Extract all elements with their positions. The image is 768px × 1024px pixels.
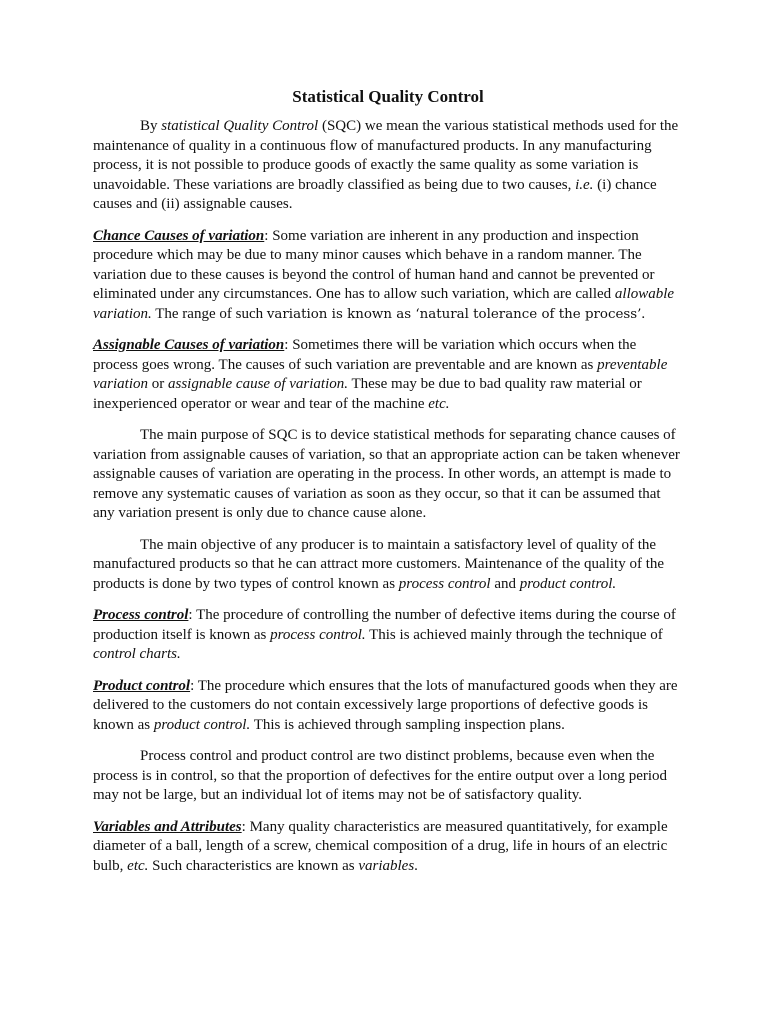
- text-run: (SQC) we mean the various statistical methods used for the maintenance of quality in a continuous flow of manufactured products. In any manufacturing process, it is not possible to produce goods of exactly the same quality as some variation is unavoidable. These variations are broadly classified as being due to two causes,: [93, 118, 679, 193]
- text-run: : Many quality characteristics are measured quantitatively, for example diameter of a ball, length of a screw, chemical composition of a drug, life in hours of an electric bulb,: [93, 818, 668, 874]
- text-run: The main purpose of SQC is to device statistical methods for separating chance causes of variation from assignable causes of variation, so that an appropriate action can be taken whenever assignable causes of variation are operating in the process. In other words, an attempt is made to remove any systematic causes of variation as soon as they occur, so that it can be assumed that any variation present is only due to chance cause alone.: [93, 427, 680, 521]
- italic-term: process control: [398, 575, 491, 592]
- text-run: : The procedure which ensures that the lots of manufactured goods when they are delivered to the customers do not contain excessively large proportions of defective goods is known as: [93, 677, 678, 733]
- document-body: [93, 86, 683, 888]
- paragraph-purpose: [93, 426, 683, 524]
- text-run: Such characteristics are known as: [148, 857, 359, 874]
- text-run: .: [414, 857, 418, 874]
- paragraph-intro: [93, 117, 683, 215]
- text-run: This is achieved through sampling inspection plans.: [250, 716, 565, 733]
- paragraph-variables-attributes: [93, 818, 683, 877]
- italic-term: allowable variation.: [93, 286, 675, 322]
- text-run: : The procedure of controlling the number of defective items during the course of production itself is known as: [93, 607, 676, 643]
- section-heading-variables-attributes: Variables and Attributes: [93, 818, 242, 835]
- text-run: These may be due to bad quality raw material or inexperienced operator or wear and tear of the machine: [93, 376, 642, 412]
- paragraph-chance-causes: [93, 227, 683, 325]
- paragraph-objective: [93, 536, 683, 595]
- paragraph-distinct-problems: [93, 747, 683, 806]
- text-run: This is achieved mainly through the technique of: [365, 626, 663, 643]
- italic-term: variables: [358, 857, 415, 874]
- text-run: or: [148, 376, 168, 392]
- italic-term: process control.: [270, 626, 366, 643]
- italic-term: assignable cause of variation.: [168, 376, 348, 392]
- italic-term: etc.: [127, 857, 149, 874]
- section-heading-assignable-causes: Assignable Causes of variation: [93, 337, 285, 353]
- text-run: : Sometimes there will be variation which occurs when the process goes wrong. The causes of such variation are preventable and are known as: [93, 337, 637, 373]
- paragraph-process-control: [93, 606, 683, 665]
- text-run: The main objective of any producer is to maintain a satisfactory level of quality of the manufactured products so that he can attract more customers. Maintenance of the quality of the products is done by two types of control known as: [93, 536, 665, 592]
- text-run: : Some variation are inherent in any production and inspection procedure which may be due to many minor causes which behave in a random manner. The variation due to these causes is beyond the control of human hand and cannot be prevented or eliminated under any circumstances. One has to allow such variation, which are called: [93, 227, 655, 302]
- page-title: Statistical Quality Control: [292, 87, 484, 106]
- text-run: By: [140, 118, 162, 134]
- section-heading-chance-causes: Chance Causes of variation: [93, 227, 265, 244]
- italic-term: preventable variation: [93, 356, 668, 392]
- italic-term: product control.: [153, 716, 251, 733]
- section-heading-process-control: Process control: [93, 607, 189, 623]
- paragraph-product-control: [93, 677, 683, 736]
- italic-term: control charts.: [93, 646, 181, 662]
- text-run: (i) chance causes and (ii) assignable causes.: [93, 176, 657, 212]
- paragraph-assignable-causes: [93, 336, 683, 414]
- italic-term: product control.: [519, 575, 617, 592]
- text-run: and: [490, 575, 520, 592]
- text-run: The range of such: [151, 305, 267, 322]
- italic-term: i.e.: [575, 176, 594, 193]
- text-run: .: [641, 305, 646, 322]
- text-run-alt-font: variation is known as ‘natural tolerance of the process’: [266, 306, 642, 322]
- italic-term: statistical Quality Control: [161, 118, 319, 134]
- section-heading-product-control: Product control: [93, 677, 191, 694]
- text-run: Process control and product control are two distinct problems, because even when the process is in control, so that the proportion of defectives for the entire output over a long period may not be large, but an individual lot of items may not be of satisfactory quality.: [93, 748, 668, 803]
- italic-term: etc.: [428, 395, 450, 412]
